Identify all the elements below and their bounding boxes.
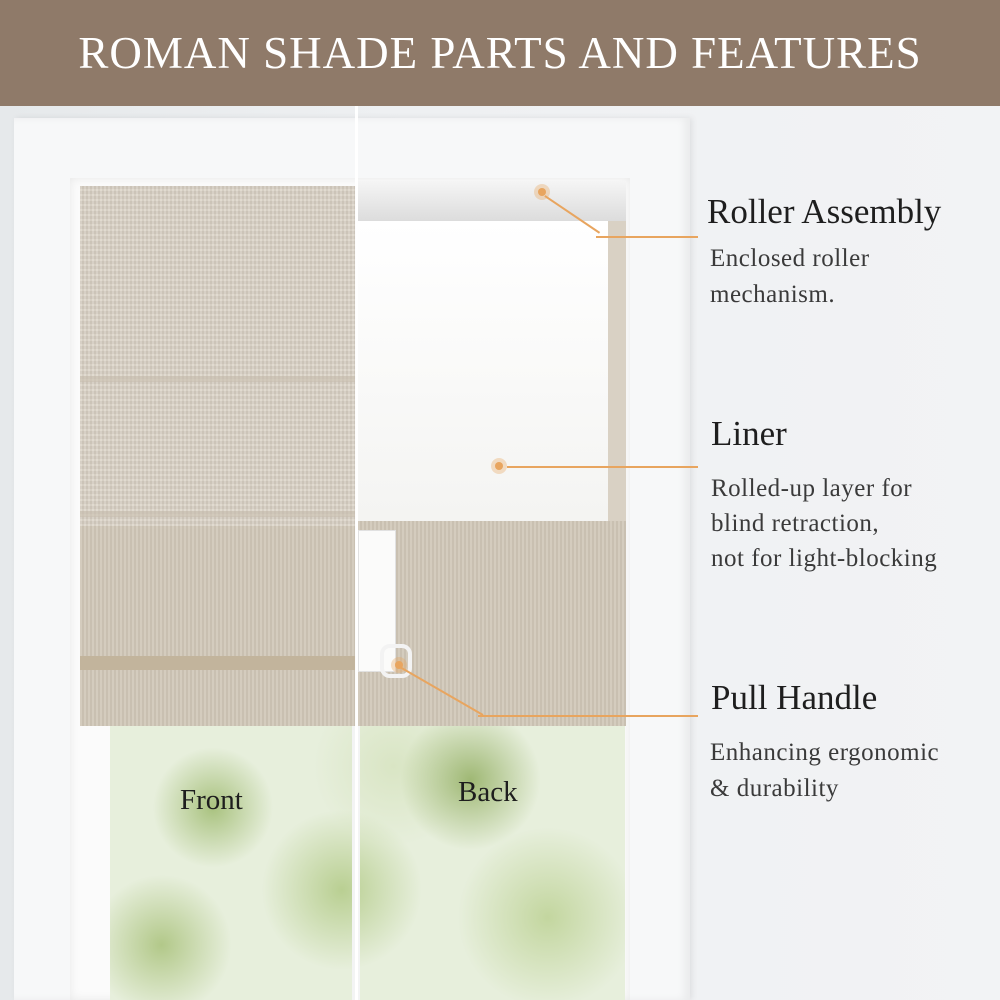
liner-desc-line: not for light-blocking [711, 545, 938, 572]
shade-front-view [80, 186, 356, 726]
back-label: Back [458, 776, 518, 808]
page-title: ROMAN SHADE PARTS AND FEATURES [78, 28, 922, 78]
shade-fabric-folds [80, 526, 356, 726]
shade-fold [80, 376, 356, 382]
roller-assembly-desc-line: mechanism. [710, 281, 836, 308]
roller-assembly-desc-line: Enclosed roller [710, 245, 870, 272]
liner-desc-line: blind retraction, [711, 510, 880, 537]
liner-layer [358, 221, 608, 521]
liner-marker [491, 458, 507, 474]
shade-fold [80, 511, 356, 517]
front-label: Front [180, 784, 243, 816]
shade-back-edge [608, 221, 626, 521]
shade-back-fabric [358, 521, 626, 726]
front-back-divider [355, 106, 358, 1000]
window-glass-trees [110, 725, 625, 1000]
roller-assembly-headrail [358, 181, 626, 223]
pull-handle-title: Pull Handle [711, 678, 878, 717]
liner-title: Liner [711, 414, 787, 453]
title-banner [0, 0, 1000, 106]
roller-assembly-title: Roller Assembly [707, 192, 942, 231]
liner-desc-line: Rolled-up layer for [711, 475, 913, 502]
pull-handle-desc-line: & durability [710, 775, 839, 802]
shade-hem [80, 656, 356, 670]
pull-handle-desc-line: Enhancing ergonomic [710, 739, 940, 766]
roller-assembly-leader [596, 236, 698, 238]
pull-handle-leader [478, 715, 698, 717]
liner-leader [507, 466, 698, 468]
